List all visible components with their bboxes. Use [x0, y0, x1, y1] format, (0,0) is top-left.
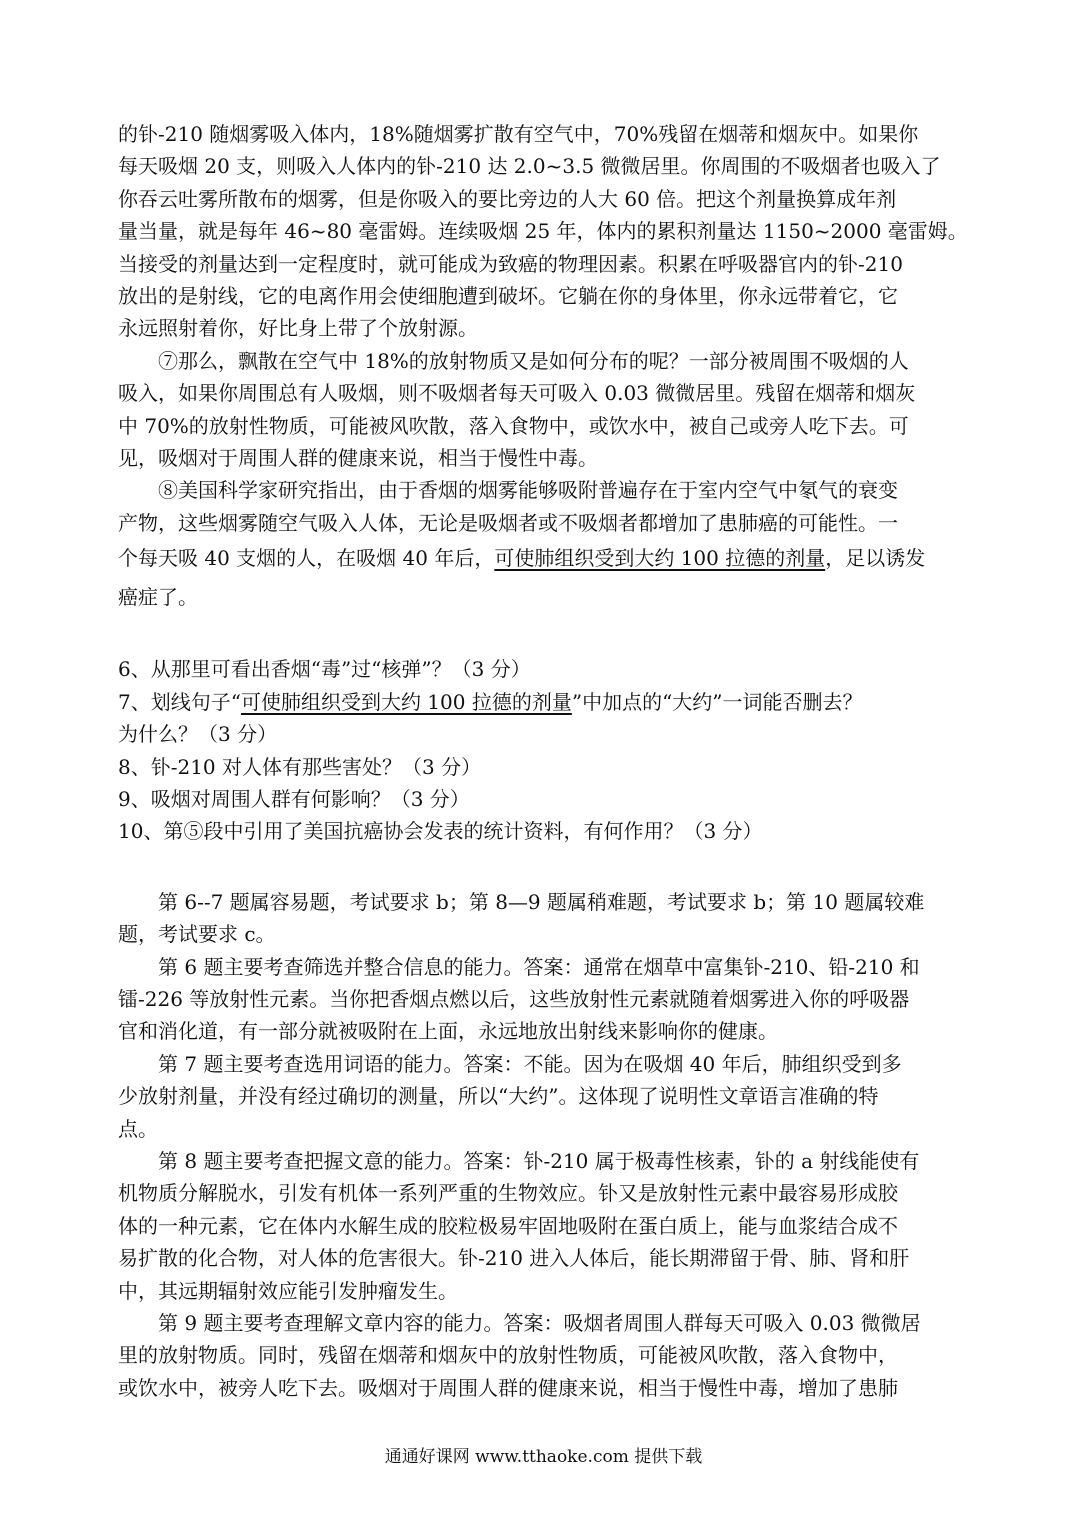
text-line: ⑦那么，飘散在空气中 18%的放射物质又是如何分布的呢？一部分被周围不吸烟的人: [158, 348, 909, 373]
text-line: 当接受的剂量达到一定程度时，就可能成为致癌的物理因素。积累在呼吸器官内的钋-210: [118, 251, 903, 276]
text-line: 官和消化道，有一部分就被吸附在上面，永远地放出射线来影响你的健康。: [118, 1019, 778, 1044]
question-6: 6、从那里可看出香烟“毒”过“核弹”？（3 分）: [118, 657, 531, 682]
text-run: ”中加点的“大约”一词能否删去？: [571, 689, 863, 714]
text-line: 癌症了。: [118, 585, 198, 610]
question-8: 8、钋-210 对人体有那些害处？（3 分）: [118, 754, 482, 779]
answer-section: [118, 886, 970, 1405]
answer-intro: [118, 886, 970, 951]
text-line: 或饮水中，被旁人吃下去。吸烟对于周围人群的健康来说，相当于慢性中毒，增加了患肺: [118, 1375, 898, 1400]
text-line: 里的放射物质。同时，残留在烟蒂和烟灰中的放射性物质，可能被风吹散，落入食物中，: [118, 1343, 898, 1368]
text-line: 体的一种元素，它在体内水解生成的胶粒极易牢固地吸附在蛋白质上，能与血浆结合成不: [118, 1213, 898, 1238]
text-line: 每天吸烟 20 支，则吸入人体内的钋-210 达 2.0~3.5 微微居里。你周围的不吸烟者也吸入了: [118, 154, 941, 179]
text-line: 机物质分解脱水，引发有机体一系列严重的生物效应。钋又是放射性元素中最容易形成胶: [118, 1181, 898, 1206]
text-line: 中，其远期辐射效应能引发肿瘤发生。: [118, 1278, 458, 1303]
question-10: 10、第⑤段中引用了美国抗癌协会发表的统计资料，有何作用？（3 分）: [118, 819, 763, 844]
text-line: 产物，这些烟雾随空气吸入人体，无论是吸烟者或不吸烟者都增加了患肺癌的可能性。一: [118, 510, 898, 535]
question-9: 9、吸烟对周围人群有何影响？（3 分）: [118, 786, 470, 811]
document-body: [118, 118, 970, 1404]
text-line: 第 8 题主要考查把握文意的能力。答案：钋-210 属于极毒性核素，钋的 a 射线能使有: [158, 1148, 920, 1173]
text-line: 中 70%的放射性物质，可能被风吹散，落入食物中，或饮水中，被自己或旁人吃下去。可: [118, 413, 909, 438]
text-line: 第 9 题主要考查理解文章内容的能力。答案：吸烟者周围人群每天可吸入 0.03 微微居: [158, 1311, 921, 1335]
passage-paragraph-8: [118, 474, 970, 617]
question-7-continued: 为什么？（3 分）: [118, 722, 278, 747]
text-line: 吸入，如果你周围总有人吸烟，则不吸烟者每天可吸入 0.03 微微居里。残留在烟蒂和烟灰: [118, 381, 916, 406]
answer-6: [118, 951, 970, 1048]
answer-7: [118, 1048, 970, 1145]
text-line: 第 6--7 题属容易题，考试要求 b；第 8—9 题属稍难题，考试要求 b；第 10 题属较难: [158, 889, 925, 914]
question-list: [118, 653, 970, 847]
text-line: 永远照射着你，好比身上带了个放射源。: [118, 316, 478, 341]
passage-paragraph-7: [118, 345, 970, 475]
text-line: 第 7 题主要考查选用词语的能力。答案：不能。因为在吸烟 40 年后，肺组织受到多: [158, 1051, 902, 1076]
text-run: ，足以诱发: [825, 546, 926, 571]
passage-paragraph-continued: [118, 118, 970, 345]
text-line: 见，吸烟对于周围人群的健康来说，相当于慢性中毒。: [118, 446, 598, 471]
text-line: 镭-226 等放射性元素。当你把香烟点燃以后，这些放射性元素就随着烟雾进入你的呼吸器: [118, 986, 910, 1011]
text-line: 你吞云吐雾所散布的烟雾，但是你吸入的要比旁边的人大 60 倍。把这个剂量换算成年剂: [118, 186, 897, 211]
text-line: 放出的是射线，它的电离作用会使细胞遭到破坏。它躺在你的身体里，你永远带着它，它: [118, 284, 898, 309]
text-line: [118, 539, 970, 577]
underlined-quote: 可使肺组织受到大约 100 拉德的剂量: [240, 689, 572, 714]
text-line: 量当量，就是每年 46~80 毫雷姆。连续吸烟 25 年，体内的累积剂量达 1150~2000 毫雷姆。: [118, 219, 968, 244]
text-line: 题，考试要求 c。: [118, 922, 276, 947]
text-run: 7、划线句子“: [118, 689, 241, 714]
answer-9: [118, 1307, 970, 1404]
page-footer: 通通好课网 www.tthaoke.com 提供下载: [384, 1447, 703, 1467]
text-line: 第 6 题主要考查筛选并整合信息的能力。答案：通常在烟草中富集钋-210、铅-210 和: [158, 954, 920, 979]
question-7: [118, 686, 970, 718]
text-line: 的钋-210 随烟雾吸入体内，18%随烟雾扩散有空气中，70%残留在烟蒂和烟灰中。如果你: [118, 122, 919, 146]
text-line: 点。: [118, 1116, 158, 1141]
text-line: 少放射剂量，并没有经过确切的测量，所以“大约”。这体现了说明性文章语言准确的特: [118, 1084, 879, 1109]
text-line: 易扩散的化合物，对人体的危害很大。钋-210 进入人体后，能长期滞留于骨、肺、肾和肝: [118, 1246, 910, 1271]
answer-8: [118, 1145, 970, 1307]
text-line: ⑧美国科学家研究指出，由于香烟的烟雾能够吸附普遍存在于室内空气中氡气的衰变: [158, 478, 898, 503]
underlined-sentence: 可使肺组织受到大约 100 拉德的剂量: [494, 546, 826, 571]
text-run: 个每天吸 40 支烟的人，在吸烟 40 年后，: [118, 546, 495, 571]
